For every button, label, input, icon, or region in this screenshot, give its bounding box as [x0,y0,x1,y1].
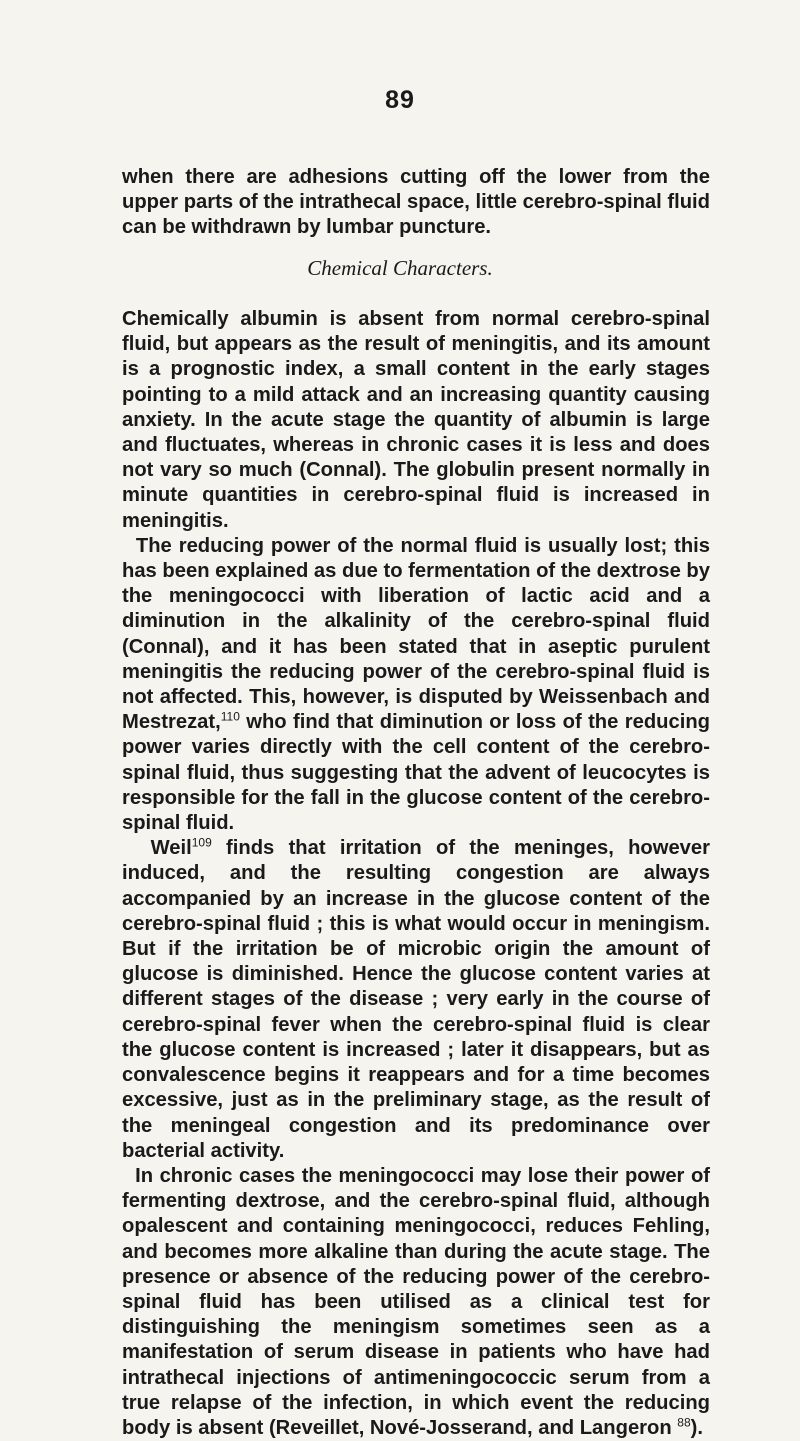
reference-superscript: 110 [220,709,240,724]
paragraph-text: finds that irritation of the meninges, however induced, and the resulting congestion are always accompanied by an increase in the glucose content of the cerebro-spinal fluid ; this is what would occur in meningism. But if the irritation be of microbic origin the amount of glucose is diminished. Hence the glucose content varies at different stages of the disease ; very early in the course of cerebro-spinal fever when the cerebro-spinal fluid is clear the glucose content is increased ; later it disappears, but as convalescence begins it reappears and for a time becomes excessive, just as in the preliminary stage, as the result of the meningeal congestion and its predominance over bacterial activity. [122,837,710,1162]
intro-paragraph-block [122,165,710,241]
paragraph-albumin: Chemically albumin is absent from normal cerebro-spinal fluid, but appears as the result of meningitis, and its amount is a prognostic index, a small content in the early stages pointing to a mild attack and an increasing quantity causing anxiety. In the acute stage the quantity of albumin is large and fluctuates, whereas in chronic cases it is less and does not vary so much (Connal). The globulin present normally in minute quantities in cerebro-spinal fluid is increased in meningitis. [122,308,710,532]
paragraph-text: who find that diminution or loss of the reducing power varies directly with the cell content of the cerebro-spinal fluid, thus suggesting that the advent of leucocytes is responsible for the fall in the glucose content of the cerebro-spinal fluid. [122,711,710,835]
paragraph-text: In chronic cases the meningococci may lose their power of fermenting dextrose, and the cerebro-spinal fluid, although opalescent and containing meningococci, reduces Fehling, and becomes more alkaline than during the acute stage. The presence or absence of the reducing power of the cerebro-spinal fluid has been utilised as a clinical test for distinguishing the meningism sometimes seen as a manifestation of serum disease in patients who have had intrathecal injections of antimeningococcic serum from a true relapse of the infection, in which event the reducing body is absent (Reveillet, Nové-Josserand, and Langeron [122,1164,710,1439]
page-number: 89 [385,86,415,114]
reference-superscript: 88 [677,1415,691,1430]
paragraph-weil [122,836,710,1164]
reference-superscript: 109 [191,835,212,850]
paragraph-text: Weil [150,837,192,860]
paragraph-text: The reducing power of the normal fluid is usually lost; this has been explained as due to fermentation of the dextrose by the meningococci with liberation of lactic acid and a diminution in the alkalinity of the cerebro-spinal fluid (Connal), and it has been stated that in aseptic purulent meningitis the reducing power of the cerebro-spinal fluid is not affected. This, however, is disputed by Weissenbach and Mestrezat, [122,534,710,734]
intro-paragraph: when there are adhesions cutting off the lower from the upper parts of the intrathecal space, little cerebro-spinal fluid can be withdrawn by lumbar puncture. [122,166,710,239]
paragraph-text: ). [690,1416,703,1439]
paragraph-chronic-cases [122,1164,710,1441]
paragraph-reducing-power [122,534,710,836]
body-text [122,307,710,1441]
section-heading: Chemical Characters. [307,256,493,280]
